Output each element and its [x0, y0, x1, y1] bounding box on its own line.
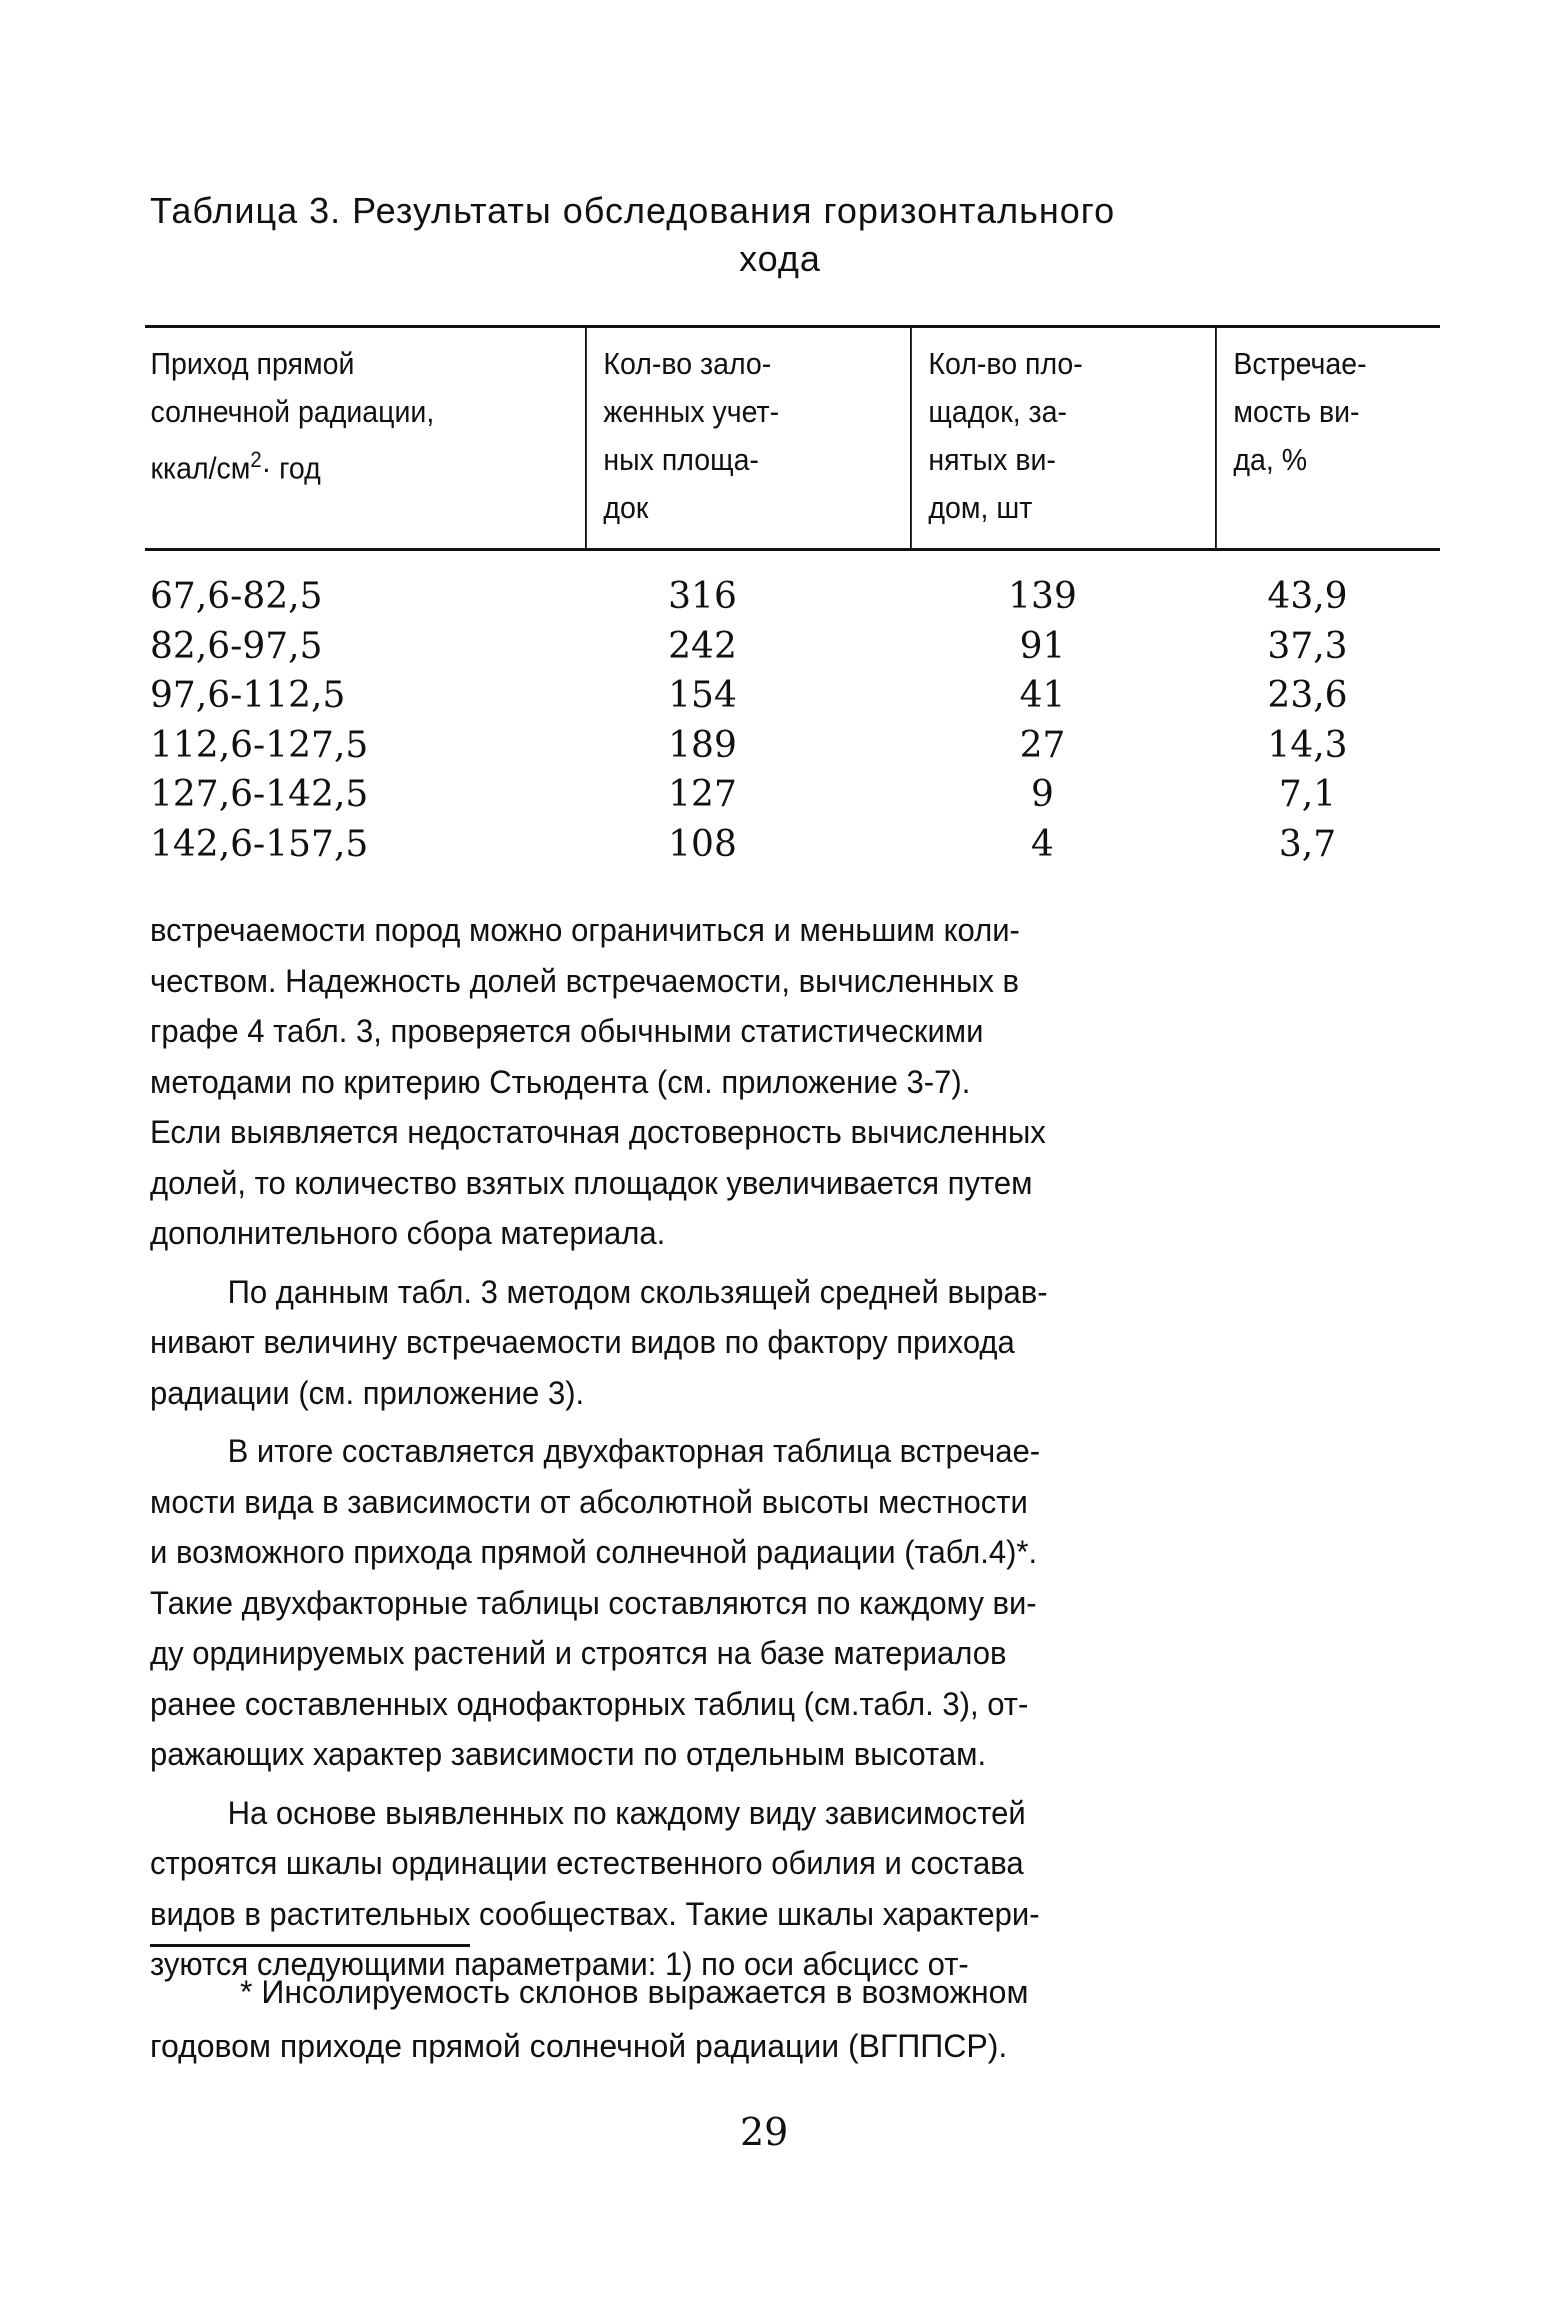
- text-line: ражающих характер зависимости по отдельным высотам.: [150, 1736, 987, 1772]
- text-line: видов в растительных сообществах. Такие шкалы характери-: [150, 1895, 1040, 1932]
- cell-plots-laid: 189: [668, 724, 737, 766]
- paragraph-1: [150, 905, 1445, 1259]
- cell-radiation: 97,6-112,5: [150, 675, 346, 716]
- text-line: нивают величину встречаемости видов по фактору прихода: [150, 1324, 1015, 1360]
- cell-plots-occupied: 27: [1019, 724, 1066, 766]
- header-unit-tail: · год: [261, 450, 321, 486]
- text-line: графе 4 табл. 3, проверяется обычными статистическими: [150, 1013, 984, 1049]
- cell-plots-occupied: 4: [1031, 823, 1054, 865]
- paragraph-4: [150, 1788, 1445, 1990]
- cell-radiation: 82,6-97,5: [150, 625, 323, 667]
- footnote-line-2: годовом приходе прямой солнечной радиации (ВГППСР).: [150, 2028, 1008, 2064]
- text-line: По данным табл. 3 методом скользящей средней вырав-: [227, 1273, 1048, 1310]
- body-text: [150, 905, 1445, 1990]
- text-line: ранее составленных однофакторных таблиц (см.табл. 3), от-: [150, 1685, 1029, 1722]
- cell-plots-occupied: 9: [1031, 774, 1054, 815]
- text-line: строятся шкалы ординации естественного обилия и состава: [150, 1845, 1024, 1881]
- text-line: и возможного прихода прямой солнечной радиации (табл.4)*.: [150, 1534, 1038, 1570]
- table-body: [145, 572, 1440, 869]
- text-line: встречаемости пород можно ограничиться и меньшим коли-: [150, 912, 1020, 948]
- cell-plots-laid: 108: [668, 823, 737, 865]
- cell-occurrence: 7,1: [1278, 774, 1337, 815]
- header-plots-occupied: Кол-во пло- щадок, за- нятых ви- дом, шт: [910, 328, 1191, 548]
- text-line: чеством. Надежность долей встречаемости, вычисленных в: [150, 962, 1020, 999]
- cell-occurrence: 14,3: [1267, 724, 1348, 766]
- table-caption-line-2: хода: [739, 238, 821, 279]
- footnote-divider: [150, 1944, 470, 1947]
- cell-occurrence: 23,6: [1267, 675, 1348, 716]
- cell-plots-laid: 316: [668, 576, 737, 617]
- cell-radiation: 112,6-127,5: [150, 724, 369, 766]
- cell-radiation: 142,6-157,5: [150, 823, 369, 865]
- paragraph-2: [150, 1267, 1445, 1419]
- cell-plots-laid: 242: [668, 625, 737, 667]
- text-line: ду ординируемых растений и строятся на базе материалов: [150, 1635, 1007, 1671]
- table-row: [145, 671, 1440, 721]
- table-row: [145, 622, 1440, 672]
- table-row: [145, 572, 1440, 622]
- cell-radiation: 127,6-142,5: [150, 774, 369, 815]
- cell-plots-occupied: 41: [1019, 675, 1066, 716]
- header-plots-laid: Кол-во зало- женных учет- ных площа- док: [585, 328, 884, 548]
- table-row: [145, 820, 1440, 870]
- cell-occurrence: 3,7: [1278, 823, 1337, 865]
- table-caption: [150, 190, 1450, 280]
- text-line: В итоге составляется двухфакторная таблица встречае-: [227, 1433, 1041, 1469]
- table-row: [145, 770, 1440, 820]
- table-header: [145, 325, 1440, 551]
- header-radiation: Приход прямой солнечной радиации, ккал/$см^2\cdot$ год: [150, 346, 435, 486]
- footnote: [150, 1965, 1445, 2073]
- text-line: Если выявляется недостаточная достоверность вычисленных: [150, 1114, 1046, 1150]
- page-number: 29: [740, 2110, 789, 2154]
- table-row: [145, 721, 1440, 771]
- cell-occurrence: 43,9: [1267, 576, 1348, 617]
- text-line: зуются следующими параметрами: 1) по оси абсцисс от-: [150, 1946, 969, 1982]
- cell-plots-laid: 127: [668, 774, 737, 815]
- paragraph-3: [150, 1426, 1445, 1780]
- header-occurrence: Встречае- мость ви- да, %: [1215, 328, 1422, 548]
- footnote-line-1: * Инсолируемость склонов выражается в возможном: [240, 1974, 1029, 2010]
- cell-radiation: 67,6-82,5: [150, 576, 323, 617]
- text-line: методами по критерию Стьюдента (см. приложение 3-7).: [150, 1063, 971, 1100]
- table-caption-line-1: Таблица 3. Результаты обследования горизонтального: [150, 190, 1116, 231]
- header-unit-superscript: 2: [250, 447, 262, 472]
- cell-plots-occupied: 91: [1019, 625, 1066, 667]
- text-line: мости вида в зависимости от абсолютной высоты местности: [150, 1483, 1028, 1520]
- text-line: Такие двухфакторные таблицы составляются по каждому ви-: [150, 1584, 1037, 1621]
- text-line: дополнительного сбора материала.: [150, 1215, 666, 1251]
- text-line: радиации (см. приложение 3).: [150, 1374, 585, 1411]
- cell-occurrence: 37,3: [1267, 625, 1348, 667]
- cell-plots-occupied: 139: [1008, 576, 1077, 617]
- cell-plots-laid: 154: [668, 675, 737, 716]
- text-line: На основе выявленных по каждому виду зависимостей: [227, 1794, 1026, 1831]
- text-line: долей, то количество взятых площадок увеличивается путем: [150, 1164, 1033, 1201]
